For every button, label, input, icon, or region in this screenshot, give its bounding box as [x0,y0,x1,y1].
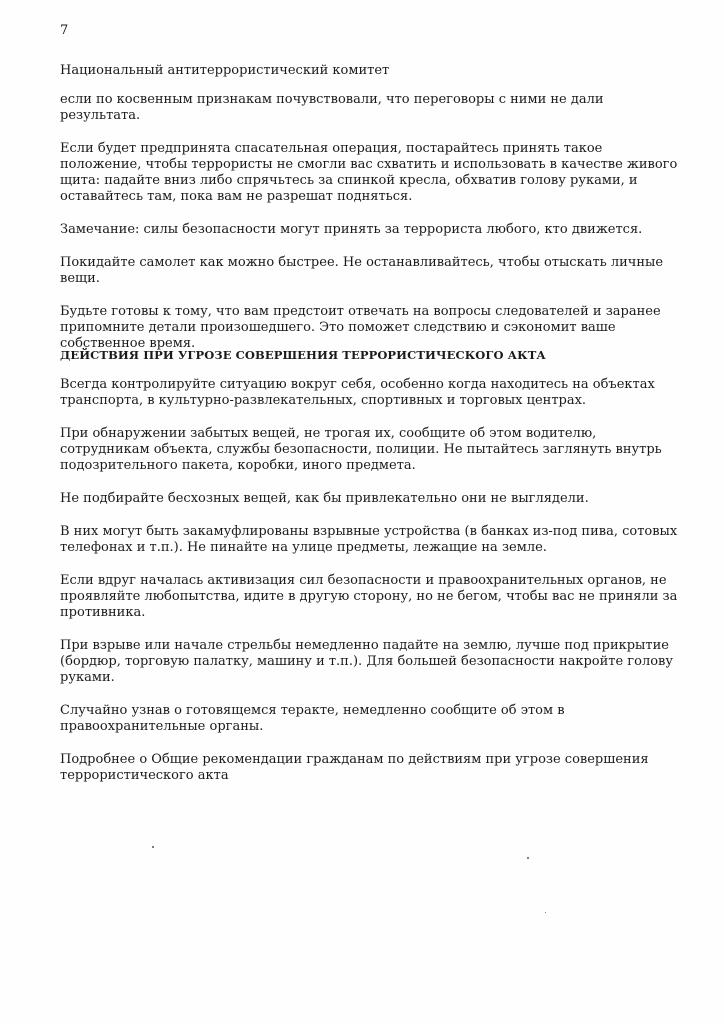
organization-name: Национальный антитеррористический комитет [60,63,390,78]
scan-speck [545,912,546,913]
paragraph: Если вдруг началась активизация сил безопасности и правоохранительных органов, не проявляйте любопытства, идите в другую сторону, но не бегом, чтобы вас не приняли за противника. [60,573,678,620]
section-heading: ДЕЙСТВИЯ ПРИ УГРОЗЕ СОВЕРШЕНИЯ ТЕРРОРИСТИЧЕСКОГО АКТА [60,348,546,362]
paragraph: Не подбирайте бесхозных вещей, как бы привлекательно они не выглядели. [60,491,589,506]
paragraph: При взрыве или начале стрельбы немедленно падайте на землю, лучше под прикрытие (бордюр, торговую палатку, машину и т.п.). Для большей безопасности накройте голову руками. [60,638,673,685]
paragraph: Будьте готовы к тому, что вам предстоит отвечать на вопросы следователей и заранее припомните детали произошедшего. Это поможет следствию и сэкономит ваше собственное время. [60,304,661,351]
paragraph: Всегда контролируйте ситуацию вокруг себя, особенно когда находитесь на объектах транспорта, в культурно-развлекательных, спортивных и торговых центрах. [60,377,655,408]
body-text-top [60,92,680,369]
paragraph: Подробнее о Общие рекомендации гражданам по действиям при угрозе совершения террористического акта [60,752,649,783]
paragraph: Покидайте самолет как можно быстрее. Не останавливайтесь, чтобы отыскать личные вещи. [60,255,664,286]
paragraph: В них могут быть закамуфлированы взрывные устройства (в банках из-под пива, сотовых телефонах и т.п.). Не пинайте на улице предметы, лежащие на земле. [60,524,678,555]
page-number: 7 [60,23,69,38]
scan-speck [152,846,154,848]
paragraph: если по косвенным признакам почувствовали, что переговоры с ними не дали результата. [60,92,604,123]
body-text-section [60,377,680,801]
paragraph: Если будет предпринята спасательная операция, постарайтесь принять такое положение, чтобы террористы не смогли вас схватить и использовать в качестве живого щита: падайте вниз либо спрячьтесь за спинкой кресла, обхватив голову руками, и оставайтесь там, пока вам не разрешат подняться. [60,141,678,204]
paragraph: Случайно узнав о готовящемся теракте, немедленно сообщите об этом в правоохранительные органы. [60,703,565,734]
paragraph: При обнаружении забытых вещей, не трогая их, сообщите об этом водителю, сотрудникам объекта, службы безопасности, полиции. Не пытайтесь заглянуть внутрь подозрительного пакета, коробки, иного предмета. [60,426,662,473]
paragraph: Замечание: силы безопасности могут принять за террориста любого, кто движется. [60,222,643,237]
scan-speck [527,857,529,859]
